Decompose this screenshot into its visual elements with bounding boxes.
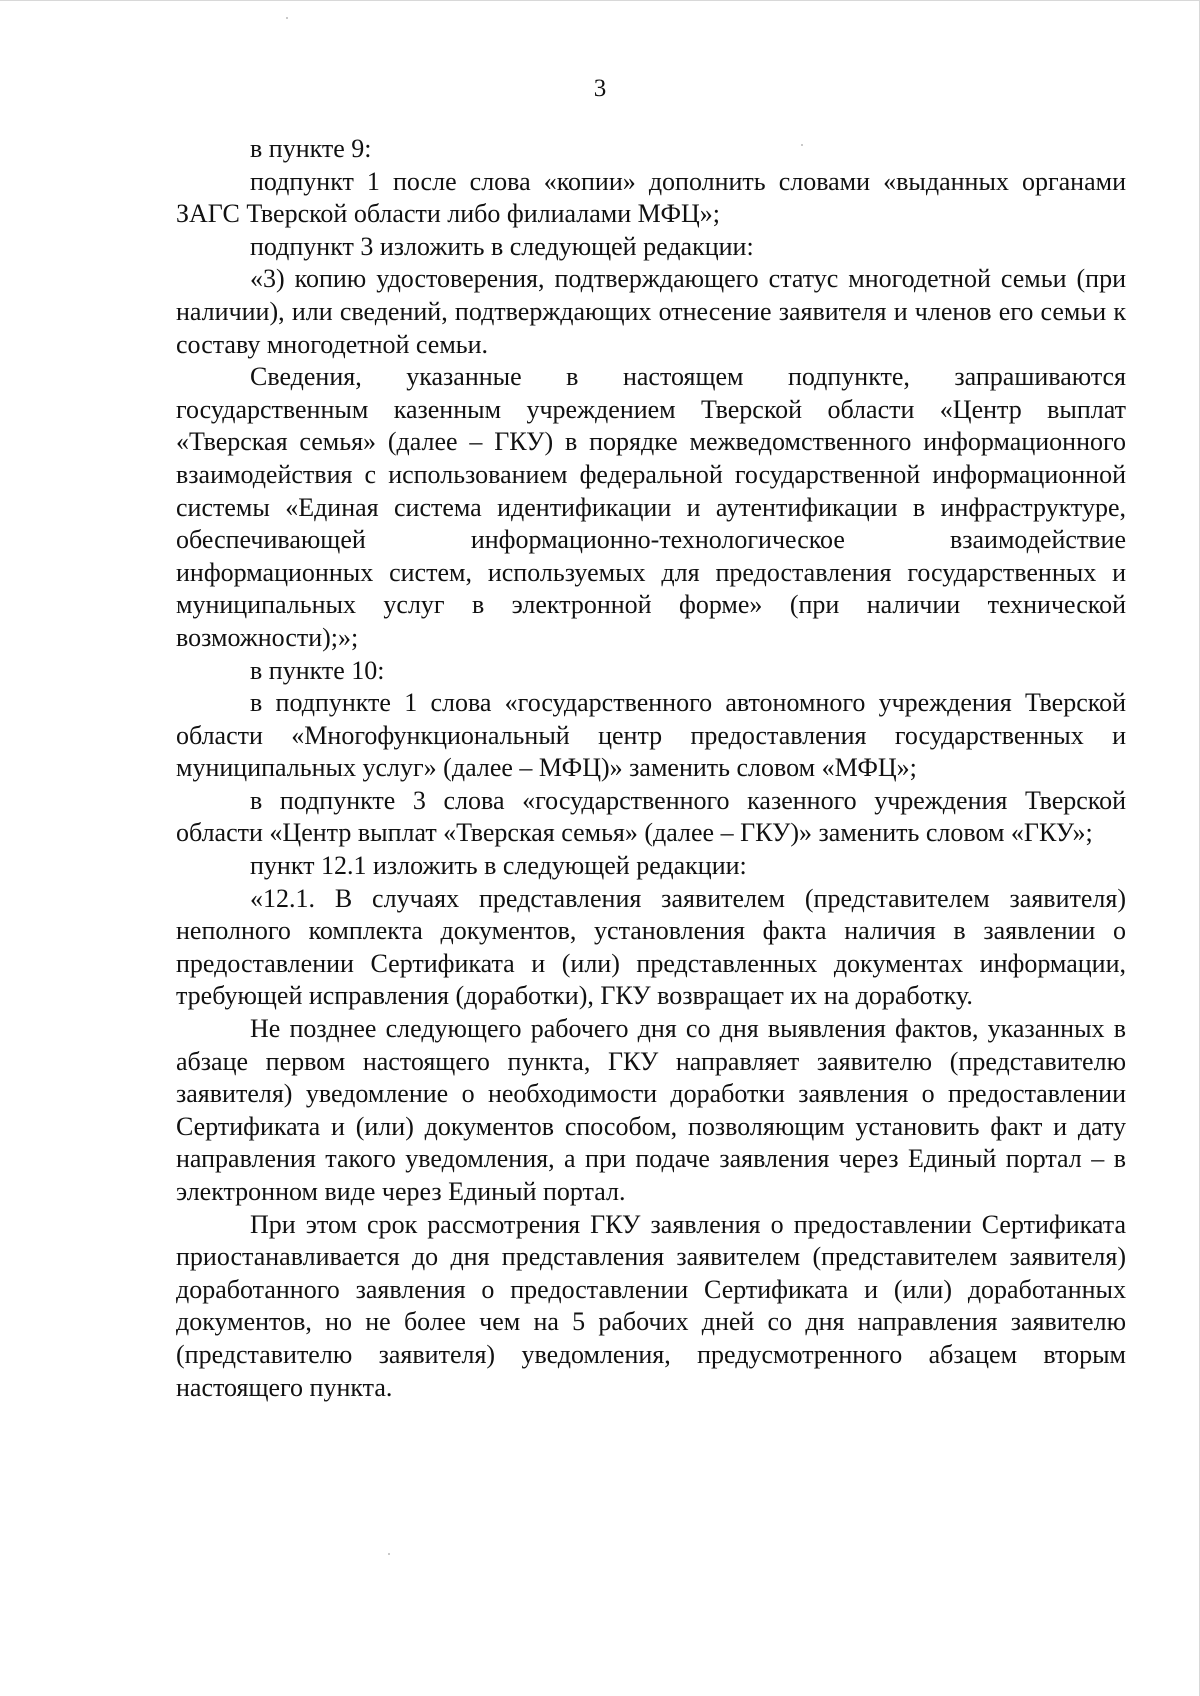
- paragraph-4: «3) копию удостоверения, подтверждающего статус многодетной семьи (при наличии), или сведений, подтверждающих отнесение заявителя и членов его семьи к составу многодетной семьи.: [176, 264, 1126, 359]
- paragraph-7: в подпункте 1 слова «государственного автономного учреждения Тверской области «Многофункциональный центр предоставления государственных и муниципальных услуг» (далее – МФЦ)» заменить словом «МФЦ»;: [176, 688, 1126, 783]
- paragraph-11: Не позднее следующего рабочего дня со дня выявления фактов, указанных в абзаце первом настоящего пункта, ГКУ направляет заявителю (представителю заявителя) уведомление о необходимости доработки заявления о предоставлении Сертификата и (или) документов способом, позволяющим установить факт и дату направления такого уведомления, а при подаче заявления через Единый портал – в электронном виде через Единый портал.: [176, 1014, 1126, 1206]
- paragraph-5: Сведения, указанные в настоящем подпункте, запрашиваются государственным казенным учреждением Тверской области «Центр выплат «Тверская семья» (далее – ГКУ) в порядке межведомственного информационного взаимодействия с использованием федеральной государственной информационной системы «Единая система идентификации и аутентификации в инфраструктуре, обеспечивающей информационно-технологическое взаимодействие информационных систем, используемых для предоставления государственных и муниципальных услуг в электронной форме» (при наличии технической возможности);»;: [176, 362, 1126, 652]
- document-body: [176, 133, 1126, 1404]
- paragraph-2: подпункт 1 после слова «копии» дополнить словами «выданных органами ЗАГС Тверской области либо филиалами МФЦ»;: [176, 166, 1126, 229]
- paragraph-12: При этом срок рассмотрения ГКУ заявления о предоставлении Сертификата приостанавливается до дня представления заявителем (представителем заявителя) доработанного заявления о предоставлении Сертификата и (или) доработанных документов, но не более чем на 5 рабочих дней со дня направления заявителю (представителю заявителя) уведомления, предусмотренного абзацем вторым настоящего пункта.: [176, 1209, 1126, 1402]
- paragraph-1: в пункте 9:: [250, 134, 372, 163]
- scan-speck: [801, 144, 803, 146]
- paragraph-10: «12.1. В случаях представления заявителем (представителем заявителя) неполного комплекта документов, установления факта наличия в заявлении о предоставлении Сертификата и (или) представленных документах информации, требующей исправления (доработки), ГКУ возвращает их на доработку.: [176, 883, 1126, 1011]
- paragraph-9: пункт 12.1 изложить в следующей редакции:: [250, 851, 747, 881]
- paragraph-8: в подпункте 3 слова «государственного казенного учреждения Тверской области «Центр выплат «Тверская семья» (далее – ГКУ)» заменить словом «ГКУ»;: [176, 785, 1126, 848]
- scan-speck: [286, 17, 288, 19]
- paragraph-3: подпункт 3 изложить в следующей редакции:: [250, 231, 754, 261]
- scan-speck: [388, 1553, 390, 1555]
- paragraph-6: в пункте 10:: [250, 655, 385, 685]
- page-number: 3: [593, 75, 607, 102]
